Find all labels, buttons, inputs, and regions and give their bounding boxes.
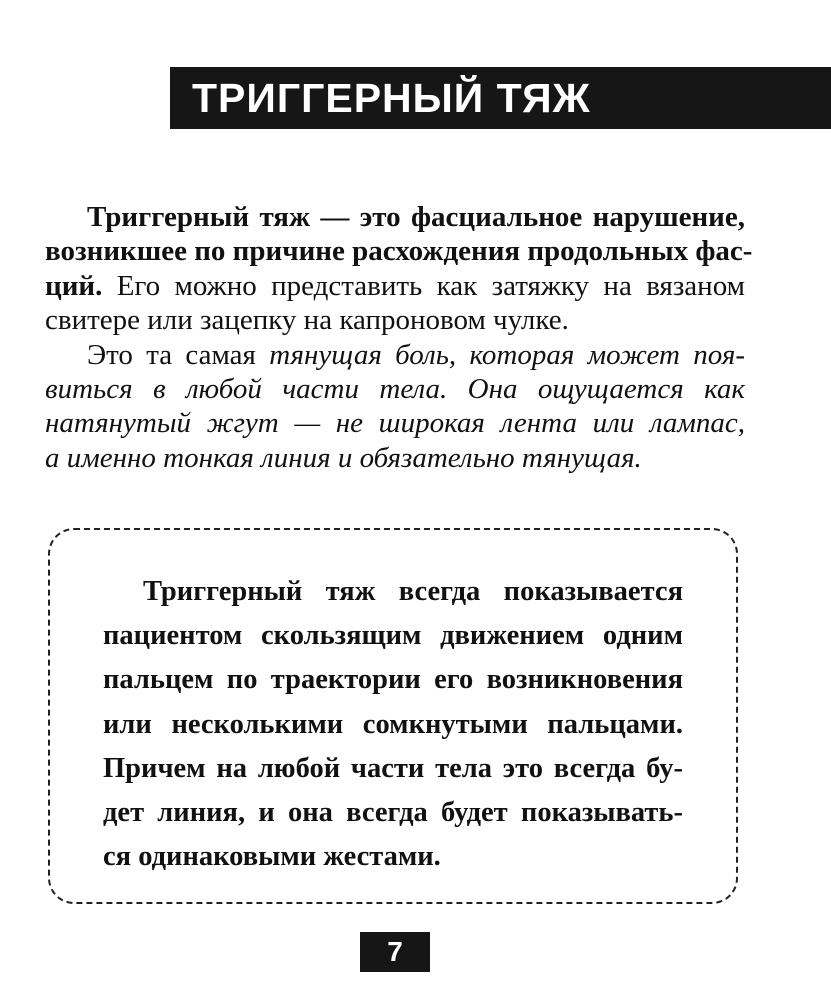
page-number: 7	[360, 932, 430, 972]
paragraph2-line1	[45, 338, 745, 372]
chapter-title: ТРИГГЕРНЫЙ ТЯЖ	[192, 75, 591, 121]
paragraph1-line4: свитере или зацепку на капроновом чулке.	[45, 304, 569, 337]
paragraph1-line3-rest: Его можно представить как затяжку на вязаном	[102, 269, 745, 302]
paragraph1-line1: Триггерный тяж — это фасциальное нарушение,	[87, 201, 745, 233]
callout-line: Причем на любой части тела это всегда бу-	[103, 752, 683, 784]
paragraph1-line3-bold: ций.	[45, 269, 103, 302]
callout-line: пальцем по траектории его возникновения	[103, 664, 683, 696]
paragraph1-line2: возникшее по причине расхождения продольных фас-	[45, 235, 753, 268]
paragraph1-line3	[45, 269, 745, 303]
paragraph2-line1-italic: тянущая боль, которая может поя-	[269, 338, 746, 371]
callout-line: дет линия, и она всегда будет показывать-	[103, 797, 683, 829]
paragraph2-line1-plain: Это та самая	[87, 338, 270, 371]
intro-text	[45, 200, 753, 475]
paragraph2-line3: натянутый жгут — не широкая лента или лампас,	[45, 407, 745, 440]
callout-line: пациентом скользящим движением одним	[103, 620, 683, 652]
callout-text	[103, 570, 683, 879]
chapter-title-bar	[170, 67, 831, 129]
callout-line: Триггерный тяж всегда показывается	[143, 576, 683, 607]
paragraph2-line2: виться в любой части тела. Она ощущается как	[45, 373, 745, 406]
callout-line: или несколькими сомкнутыми пальцами.	[103, 708, 683, 740]
paragraph2-line4: а именно тонкая линия и обязательно тянущая.	[45, 441, 642, 474]
callout-line: ся одинаковыми жестами.	[103, 841, 441, 873]
